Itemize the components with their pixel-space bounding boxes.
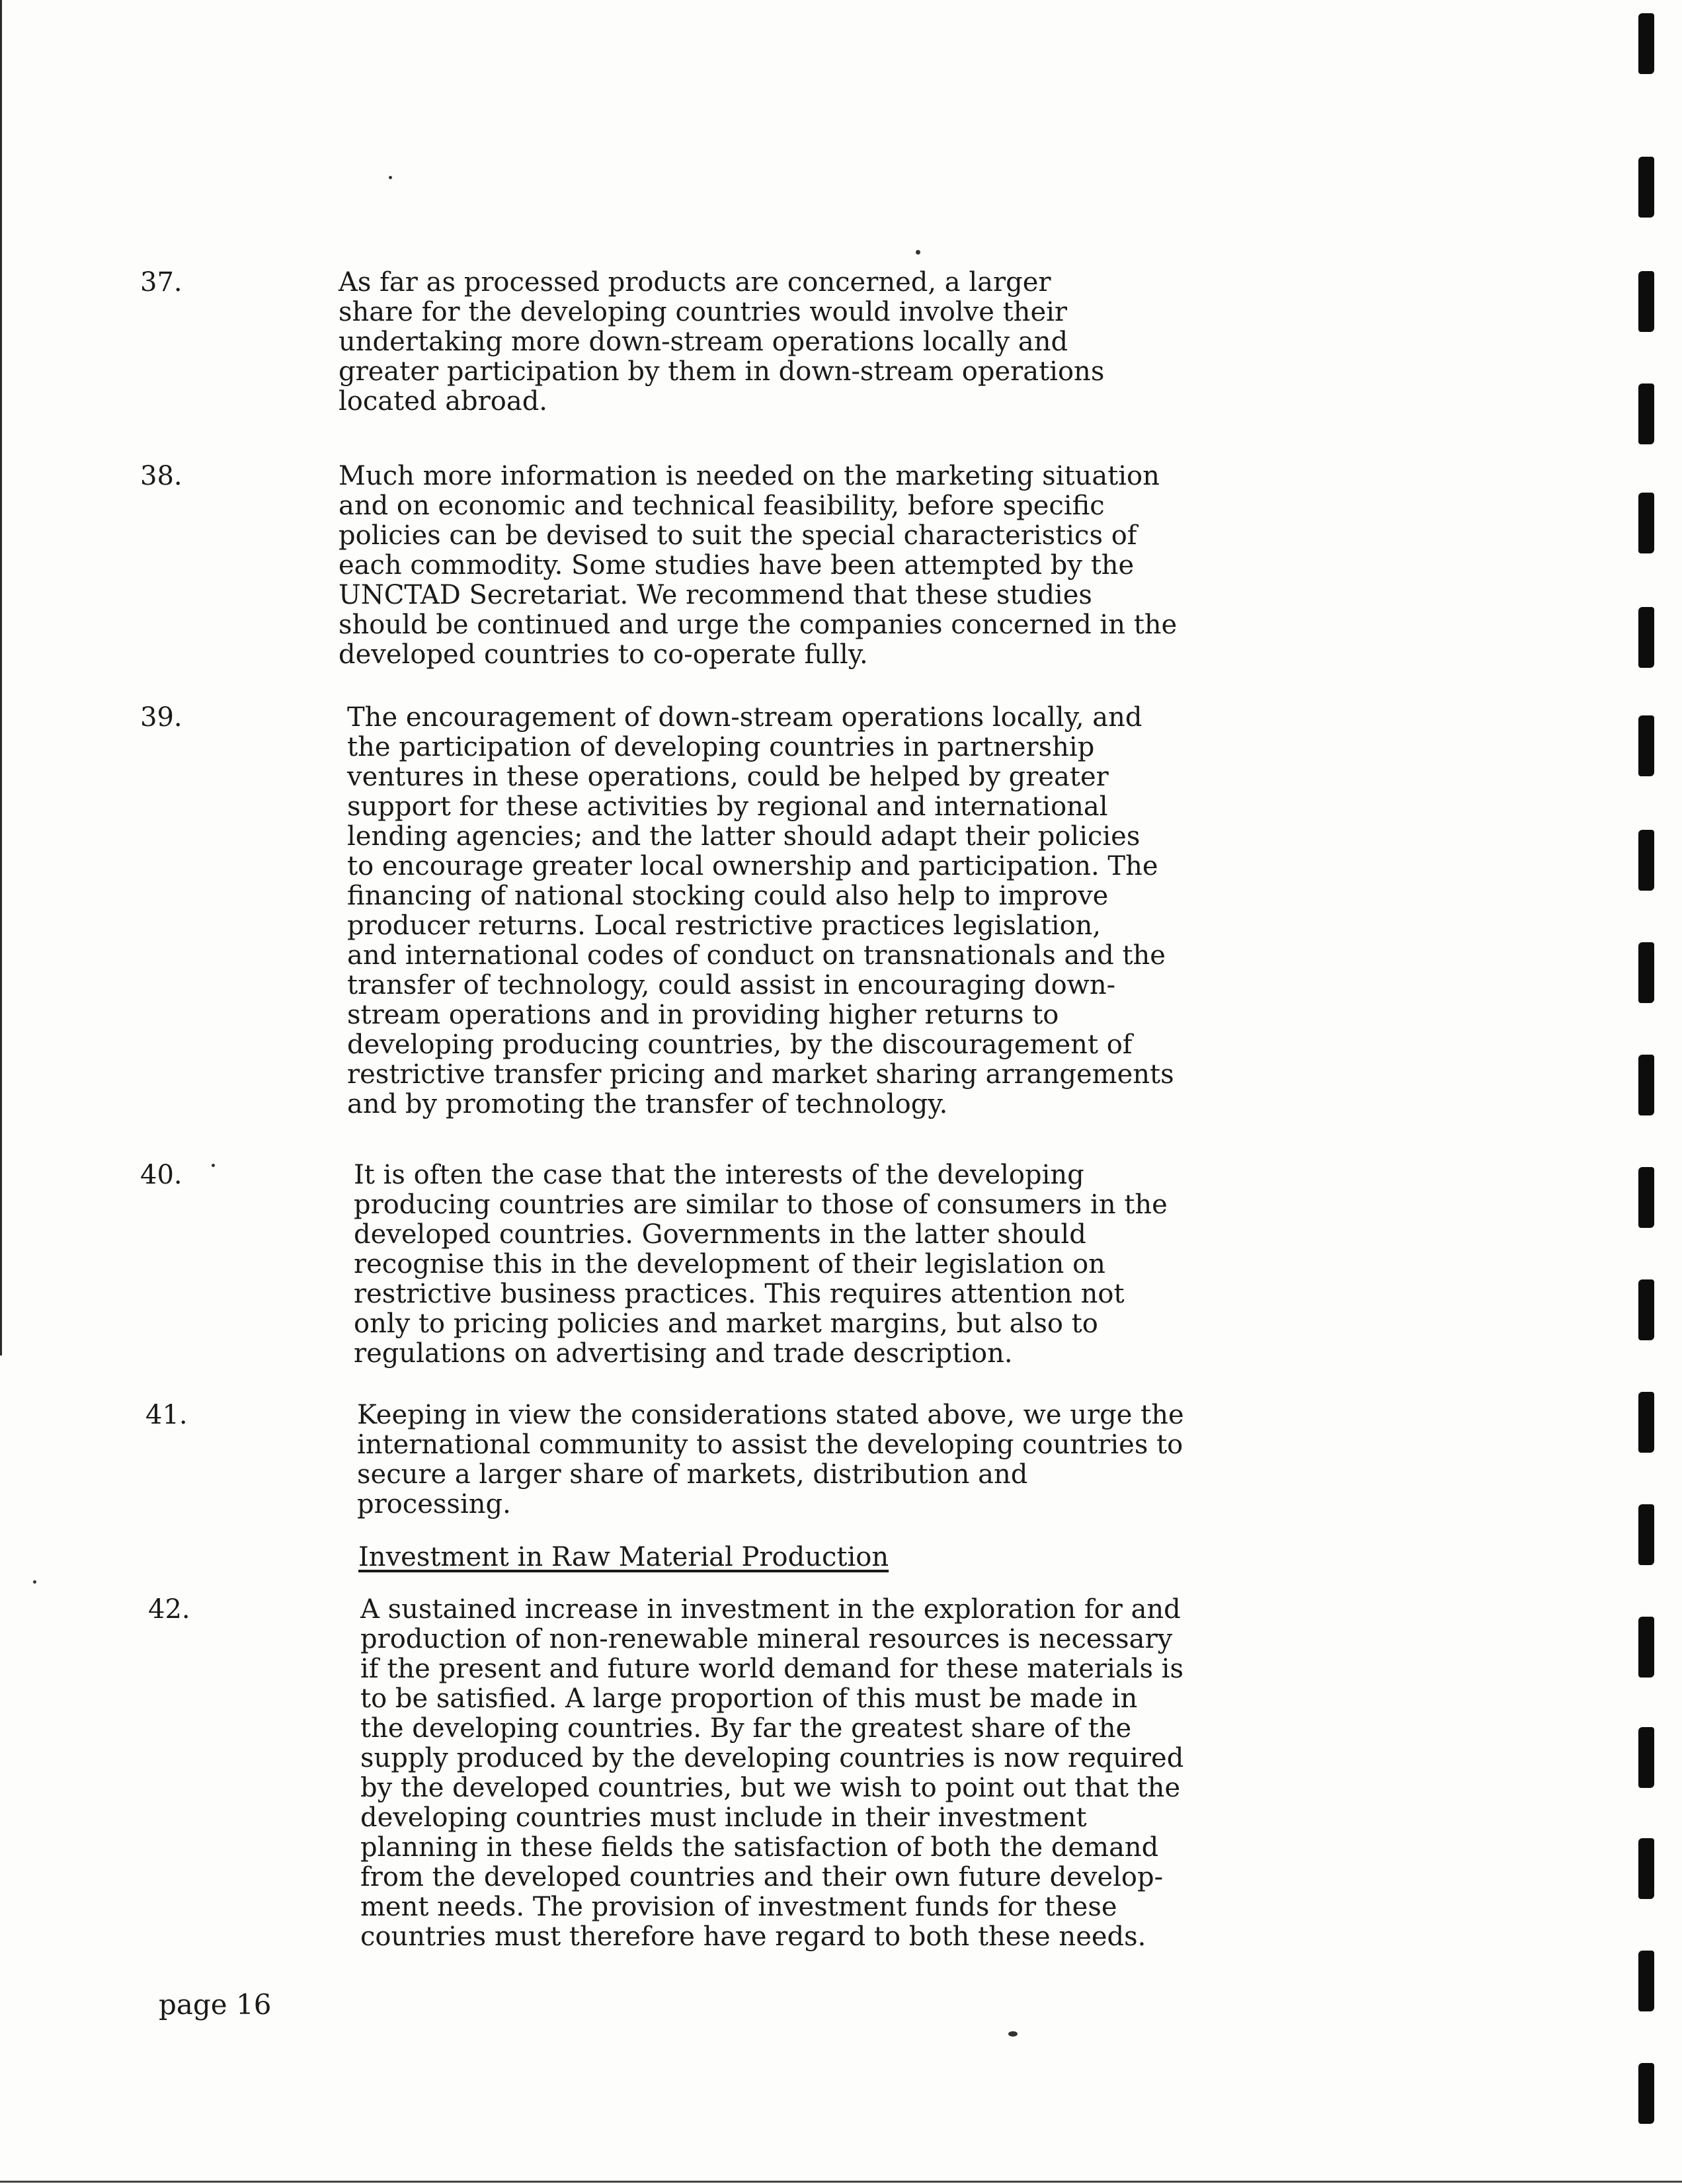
binding-hole-mark bbox=[1638, 607, 1654, 668]
binding-hole-mark bbox=[1638, 384, 1654, 444]
text-line: should be continued and urge the companies concerned in the bbox=[339, 610, 1178, 640]
text-line: international community to assist the developing countries to bbox=[357, 1430, 1183, 1460]
text-line: The encouragement of down-stream operations locally, and bbox=[347, 702, 1142, 733]
binding-hole-mark bbox=[1638, 493, 1654, 553]
binding-hole-mark bbox=[1638, 1167, 1654, 1228]
binding-hole-mark bbox=[1638, 157, 1654, 218]
scan-speck bbox=[33, 1580, 36, 1584]
text-line: policies can be devised to suit the special characteristics of bbox=[339, 520, 1137, 551]
text-line: developing countries must include in their investment bbox=[360, 1802, 1087, 1833]
text-line: regulations on advertising and trade description. bbox=[354, 1338, 1013, 1369]
binding-hole-mark bbox=[1638, 1617, 1654, 1678]
paragraph-number: 37. bbox=[140, 267, 182, 298]
text-line: the developing countries. By far the greatest share of the bbox=[360, 1713, 1132, 1744]
text-line: greater participation by them in down-stream operations bbox=[339, 356, 1105, 387]
text-line: from the developed countries and their own future develop- bbox=[360, 1862, 1164, 1892]
text-line: As far as processed products are concerned, a larger bbox=[339, 267, 1051, 298]
paragraph-text bbox=[347, 703, 1174, 1119]
section-heading: Investment in Raw Material Production bbox=[358, 1542, 889, 1572]
text-line: and on economic and technical feasibility, before specific bbox=[339, 491, 1105, 521]
paragraph-number: 42. bbox=[148, 1594, 190, 1625]
binding-hole-mark bbox=[1638, 1055, 1654, 1115]
text-line: recognise this in the development of their legislation on bbox=[354, 1249, 1105, 1279]
page-number: page 16 bbox=[159, 1988, 272, 2021]
text-line: undertaking more down-stream operations locally and bbox=[339, 327, 1068, 357]
text-line: only to pricing policies and market margins, but also to bbox=[354, 1309, 1098, 1339]
text-line: ventures in these operations, could be helped by greater bbox=[347, 762, 1109, 792]
text-line: UNCTAD Secretariat. We recommend that these studies bbox=[339, 580, 1092, 610]
binding-hole-mark bbox=[1638, 1951, 1654, 2011]
text-line: secure a larger share of markets, distribution and bbox=[357, 1459, 1028, 1490]
text-line: restrictive business practices. This requires attention not bbox=[354, 1279, 1125, 1309]
text-line: producer returns. Local restrictive practices legislation, bbox=[347, 910, 1101, 941]
text-line: share for the developing countries would involve their bbox=[339, 297, 1068, 327]
binding-hole-mark bbox=[1638, 2063, 1654, 2124]
text-line: planning in these fields the satisfaction of both the demand bbox=[360, 1832, 1159, 1863]
text-line: transfer of technology, could assist in encouraging down- bbox=[347, 970, 1116, 1000]
text-line: production of non-renewable mineral resources is necessary bbox=[360, 1624, 1173, 1654]
binding-hole-mark bbox=[1638, 715, 1654, 776]
text-line: countries must therefore have regard to both these needs. bbox=[360, 1921, 1146, 1952]
scan-left-edge bbox=[0, 0, 2, 1355]
binding-hole-mark bbox=[1638, 1392, 1654, 1453]
text-line: A sustained increase in investment in the exploration for and bbox=[360, 1594, 1181, 1625]
text-line: support for these activities by regional and international bbox=[347, 791, 1108, 822]
text-line: the participation of developing countries in partnership bbox=[347, 732, 1095, 762]
binding-hole-mark bbox=[1638, 1279, 1654, 1340]
paragraph-text bbox=[357, 1400, 1184, 1519]
text-line: producing countries are similar to those of consumers in the bbox=[354, 1190, 1168, 1220]
binding-hole-mark bbox=[1638, 271, 1654, 332]
scan-speck bbox=[212, 1164, 215, 1167]
paragraph-number: 39. bbox=[140, 702, 182, 733]
text-line: developed countries. Governments in the latter should bbox=[354, 1219, 1086, 1250]
paragraph-number: 40. bbox=[140, 1160, 182, 1190]
text-line: to encourage greater local ownership and participation. The bbox=[347, 851, 1158, 881]
binding-hole-mark bbox=[1638, 1727, 1654, 1788]
text-line: and by promoting the transfer of technology. bbox=[347, 1089, 948, 1119]
text-line: processing. bbox=[357, 1489, 511, 1519]
text-line: lending agencies; and the latter should adapt their policies bbox=[347, 821, 1141, 852]
scan-speck bbox=[1008, 2031, 1018, 2037]
paragraph-text bbox=[354, 1160, 1168, 1369]
binding-hole-mark bbox=[1638, 830, 1654, 891]
binding-hole-mark bbox=[1638, 1504, 1654, 1565]
scan-bottom-edge bbox=[0, 2181, 1682, 2183]
text-line: stream operations and in providing higher returns to bbox=[347, 1000, 1059, 1030]
text-line: supply produced by the developing countries is now required bbox=[360, 1743, 1184, 1773]
text-line: Keeping in view the considerations stated above, we urge the bbox=[357, 1400, 1184, 1430]
text-line: and international codes of conduct on transnationals and the bbox=[347, 940, 1166, 971]
binding-hole-mark bbox=[1638, 942, 1654, 1003]
text-line: each commodity. Some studies have been attempted by the bbox=[339, 550, 1135, 581]
text-line: ment needs. The provision of investment funds for these bbox=[360, 1892, 1117, 1922]
paragraph-text bbox=[360, 1595, 1183, 1952]
text-line: by the developed countries, but we wish to point out that the bbox=[360, 1773, 1181, 1803]
text-line: developed countries to co-operate fully. bbox=[339, 639, 868, 670]
binding-hole-mark bbox=[1638, 13, 1654, 74]
text-line: It is often the case that the interests of the developing bbox=[354, 1160, 1084, 1190]
text-line: financing of national stocking could also help to improve bbox=[347, 881, 1109, 911]
text-line: restrictive transfer pricing and market sharing arrangements bbox=[347, 1059, 1174, 1090]
paragraph-text bbox=[339, 462, 1177, 670]
text-line: to be satisfied. A large proportion of this must be made in bbox=[360, 1683, 1138, 1714]
scan-speck bbox=[916, 250, 920, 255]
paragraph-number: 41. bbox=[145, 1400, 188, 1430]
paragraph-text bbox=[339, 268, 1104, 417]
text-line: if the present and future world demand for these materials is bbox=[360, 1654, 1183, 1684]
text-line: developing producing countries, by the discouragement of bbox=[347, 1030, 1133, 1060]
scan-speck bbox=[389, 176, 392, 179]
text-line: Much more information is needed on the marketing situation bbox=[339, 461, 1160, 491]
binding-hole-mark bbox=[1638, 1838, 1654, 1899]
text-line: located abroad. bbox=[339, 386, 548, 417]
paragraph-number: 38. bbox=[140, 461, 182, 491]
